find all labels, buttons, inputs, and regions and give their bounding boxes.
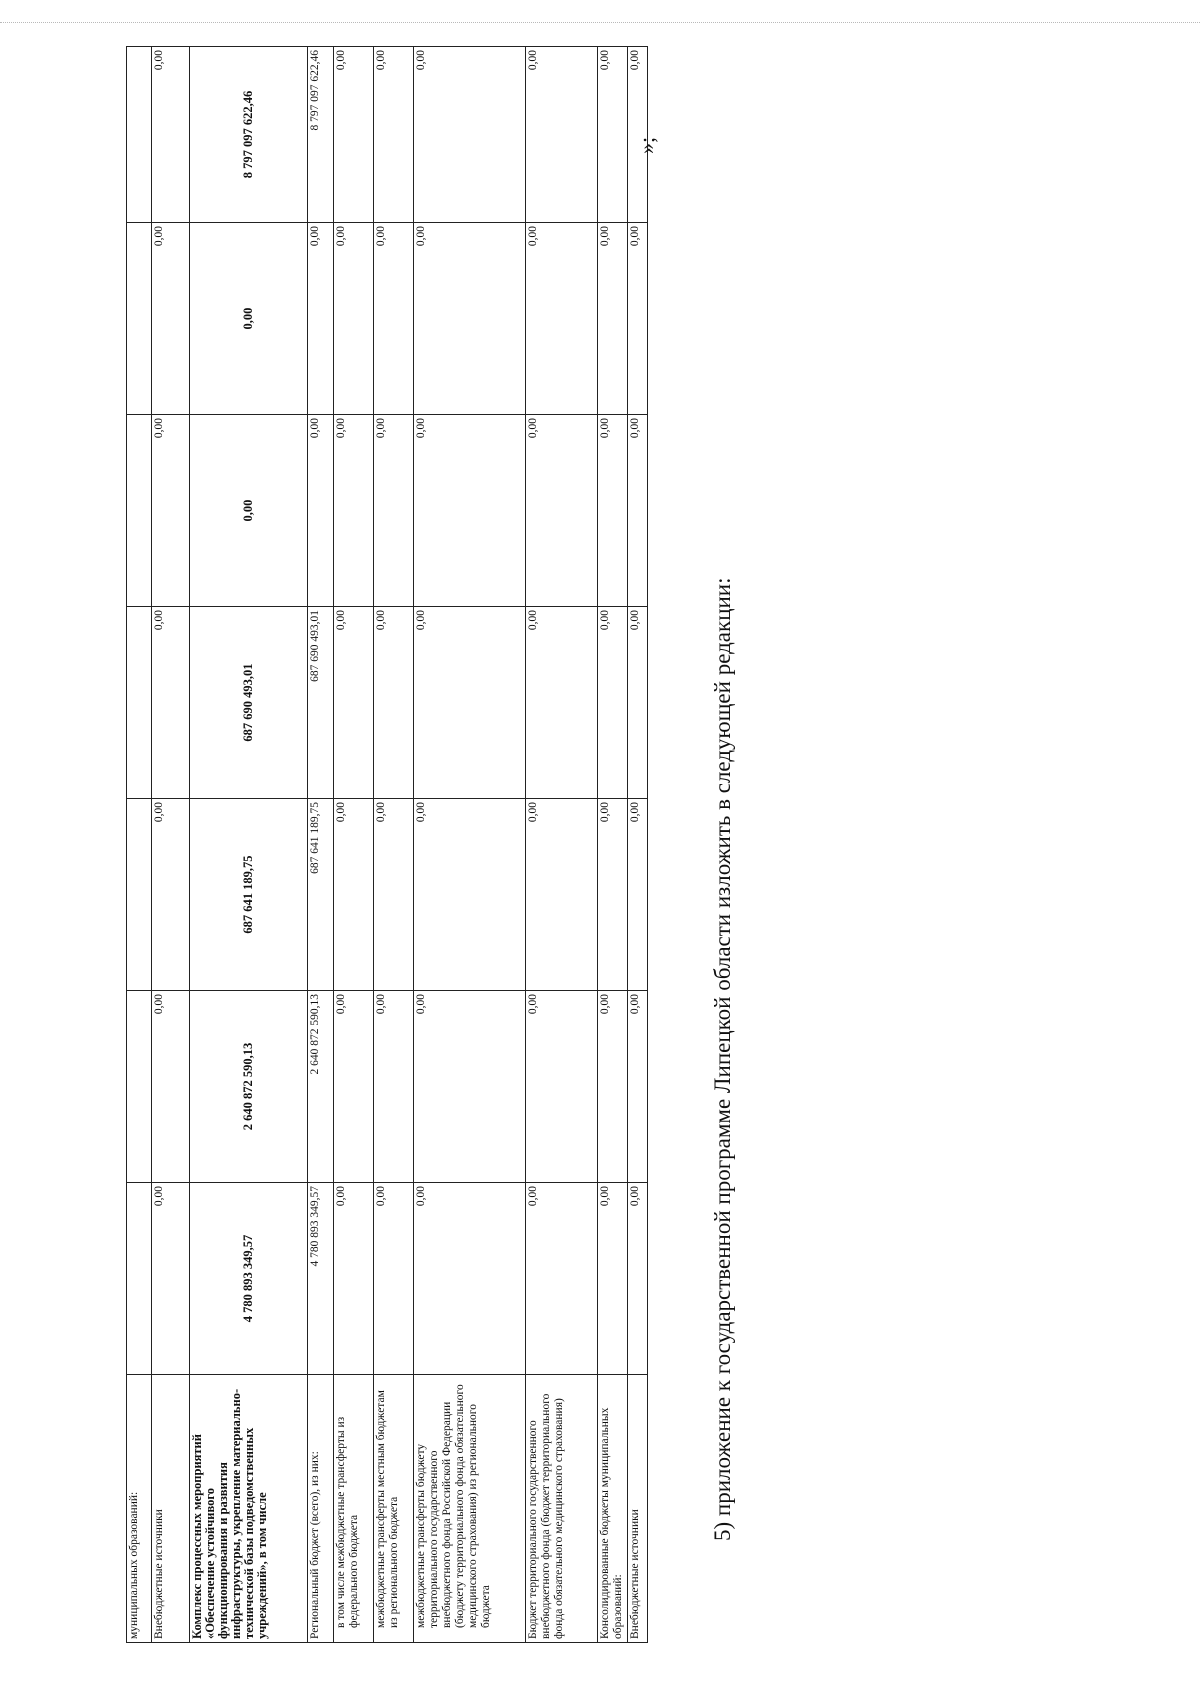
- table-row: [152, 47, 190, 1643]
- value-cell: 2 640 872 590,13: [308, 991, 334, 1183]
- row-label: Региональный бюджет (всего), из них:: [308, 1375, 334, 1643]
- value-cell: 0,00: [374, 607, 414, 799]
- value-cell: 0,00: [334, 223, 374, 415]
- value-cell: 0,00: [598, 415, 628, 607]
- value-cell: 0,00: [374, 991, 414, 1183]
- value-cell: 0,00: [374, 1183, 414, 1375]
- row-label: Комплекс процессных мероприятий «Обеспечение устойчивого функционирования и развития инфраструктуры, укрепление материально-технической базы подведомственных учреждений», в том числе: [190, 1375, 308, 1643]
- value-cell: [127, 47, 152, 223]
- value-cell: 0,00: [414, 47, 526, 223]
- value-cell: 0,00: [598, 223, 628, 415]
- table-row: [526, 47, 598, 1643]
- value-cell: 4 780 893 349,57: [308, 1183, 334, 1375]
- value-cell: 0,00: [598, 607, 628, 799]
- value-cell: 0,00: [526, 991, 598, 1183]
- value-cell: 0,00: [190, 223, 308, 415]
- value-cell: 0,00: [374, 799, 414, 991]
- value-cell: 687 690 493,01: [308, 607, 334, 799]
- value-cell: 0,00: [152, 223, 190, 415]
- table-row: [190, 47, 308, 1643]
- value-cell: 0,00: [598, 991, 628, 1183]
- value-cell: [127, 607, 152, 799]
- value-cell: 0,00: [414, 607, 526, 799]
- table-row: [308, 47, 334, 1643]
- value-cell: 0,00: [334, 991, 374, 1183]
- table-row: [334, 47, 374, 1643]
- value-cell: [127, 991, 152, 1183]
- table-row: [414, 47, 526, 1643]
- value-cell: 0,00: [414, 1183, 526, 1375]
- table-row: [598, 47, 628, 1643]
- table-row: [127, 47, 152, 1643]
- value-cell: 0,00: [308, 415, 334, 607]
- value-cell: [127, 1183, 152, 1375]
- funding-table: [126, 46, 648, 1643]
- row-label: Внебюджетные источники: [152, 1375, 190, 1643]
- value-cell: 0,00: [414, 415, 526, 607]
- row-label: Внебюджетные источники: [628, 1375, 648, 1643]
- value-cell: 0,00: [628, 1183, 648, 1375]
- value-cell: 0,00: [190, 415, 308, 607]
- closing-quote: »;: [634, 136, 659, 154]
- value-cell: 0,00: [628, 607, 648, 799]
- value-cell: 0,00: [414, 799, 526, 991]
- row-label: Бюджет территориального государственного внебюджетного фонда (бюджет территориального фонда обязательного медицинского страхования): [526, 1375, 598, 1643]
- value-cell: 0,00: [334, 47, 374, 223]
- value-cell: 0,00: [334, 607, 374, 799]
- row-label: межбюджетные трансферты местным бюджетам из регионального бюджета: [374, 1375, 414, 1643]
- row-label: в том числе межбюджетные трансферты из федерального бюджета: [334, 1375, 374, 1643]
- value-cell: [127, 799, 152, 991]
- value-cell: 0,00: [628, 991, 648, 1183]
- value-cell: [127, 223, 152, 415]
- value-cell: 0,00: [526, 607, 598, 799]
- value-cell: 0,00: [152, 415, 190, 607]
- value-cell: 0,00: [414, 991, 526, 1183]
- value-cell: 0,00: [628, 47, 648, 223]
- table-row: [374, 47, 414, 1643]
- value-cell: 0,00: [152, 1183, 190, 1375]
- value-cell: 0,00: [628, 799, 648, 991]
- value-cell: 687 641 189,75: [190, 799, 308, 991]
- value-cell: 0,00: [526, 47, 598, 223]
- value-cell: 0,00: [526, 415, 598, 607]
- value-cell: 0,00: [628, 415, 648, 607]
- value-cell: 0,00: [152, 47, 190, 223]
- value-cell: 687 641 189,75: [308, 799, 334, 991]
- value-cell: 0,00: [598, 799, 628, 991]
- row-label: муниципальных образований:: [127, 1375, 152, 1643]
- value-cell: 0,00: [334, 799, 374, 991]
- value-cell: 0,00: [334, 1183, 374, 1375]
- value-cell: [127, 415, 152, 607]
- value-cell: 0,00: [374, 415, 414, 607]
- table-row: [628, 47, 648, 1643]
- value-cell: 0,00: [598, 47, 628, 223]
- amendment-paragraph: 5) приложение к государственной программе Липецкой области изложить в следующей редакции:: [710, 577, 735, 1541]
- value-cell: 0,00: [414, 223, 526, 415]
- value-cell: 8 797 097 622,46: [190, 47, 308, 223]
- value-cell: 0,00: [526, 1183, 598, 1375]
- value-cell: 687 690 493,01: [190, 607, 308, 799]
- row-label: Консолидированные бюджеты муниципальных образований:: [598, 1375, 628, 1643]
- value-cell: 0,00: [334, 415, 374, 607]
- value-cell: 2 640 872 590,13: [190, 991, 308, 1183]
- row-label: межбюджетные трансферты бюджету территориального государственного внебюджетного фонда Российской Федерации (бюджету территориального фонда обязательного медицинского страхования) из регионального бюджета: [414, 1375, 526, 1643]
- value-cell: 0,00: [628, 223, 648, 415]
- value-cell: 8 797 097 622,46: [308, 47, 334, 223]
- value-cell: 0,00: [374, 223, 414, 415]
- value-cell: 0,00: [152, 799, 190, 991]
- value-cell: 0,00: [598, 1183, 628, 1375]
- value-cell: 0,00: [374, 47, 414, 223]
- value-cell: 0,00: [526, 799, 598, 991]
- value-cell: 4 780 893 349,57: [190, 1183, 308, 1375]
- value-cell: 0,00: [526, 223, 598, 415]
- value-cell: 0,00: [152, 607, 190, 799]
- value-cell: 0,00: [152, 991, 190, 1183]
- value-cell: 0,00: [308, 223, 334, 415]
